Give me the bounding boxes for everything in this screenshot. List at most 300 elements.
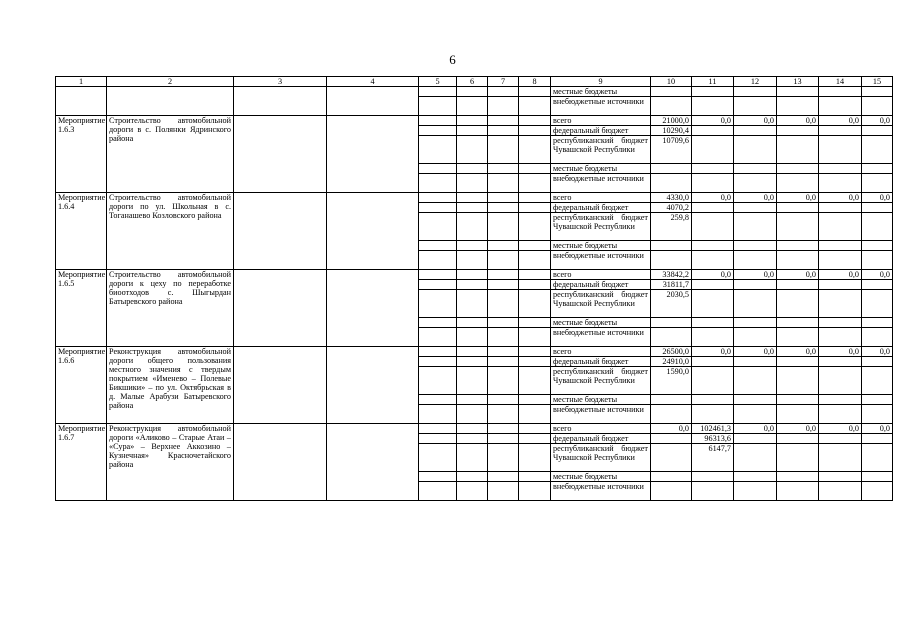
amount-cell [734,241,777,251]
empty-cell [519,126,551,136]
page-number: 6 [449,52,456,67]
table-row [56,193,893,203]
funding-source: местные бюджеты [551,87,651,97]
empty-cell [519,434,551,444]
column-number: 4 [327,77,419,87]
empty-cell [419,241,457,251]
amount-cell: 24910,0 [651,357,692,367]
empty-cell [457,116,488,126]
empty-cell [457,290,488,318]
table-row [56,424,893,434]
amount-cell [692,290,734,318]
funding-source: внебюджетные источники [551,174,651,193]
empty-cell [419,164,457,174]
empty-cell [488,290,519,318]
empty-cell [419,290,457,318]
funding-source: внебюджетные источники [551,482,651,501]
amount-cell [692,164,734,174]
amount-cell: 0,0 [692,270,734,280]
empty-cell [488,395,519,405]
amount-cell: 0,0 [777,424,819,434]
empty-cell [457,280,488,290]
amount-cell [734,482,777,501]
empty-cell [519,318,551,328]
empty-cell [419,357,457,367]
amount-cell: 0,0 [692,347,734,357]
empty-cell [519,136,551,164]
empty-cell [234,116,327,193]
amount-cell [777,482,819,501]
amount-cell [734,251,777,270]
funding-source: всего [551,270,651,280]
funding-source: местные бюджеты [551,241,651,251]
empty-cell [488,424,519,434]
funding-source: республиканский бюджет Чувашской Республики [551,290,651,318]
empty-cell [419,482,457,501]
empty-cell [419,444,457,472]
empty-cell [419,472,457,482]
event-id: Мероприятие 1.6.3 [56,116,107,193]
empty-cell [457,241,488,251]
amount-cell [692,213,734,241]
empty-cell [862,97,893,116]
amount-cell: 0,0 [777,116,819,126]
empty-cell [734,87,777,97]
amount-cell [862,280,893,290]
amount-cell [862,395,893,405]
empty-cell [457,193,488,203]
amount-cell: 0,0 [692,116,734,126]
empty-cell [651,97,692,116]
empty-cell [419,87,457,97]
column-number: 2 [107,77,234,87]
event-name: Строительство автомобильной дороги в с. Полянки Ядринского района [107,116,234,193]
empty-cell [488,251,519,270]
empty-cell [234,347,327,424]
funding-source: местные бюджеты [551,395,651,405]
amount-cell [862,290,893,318]
column-number: 12 [734,77,777,87]
table-row [56,87,893,97]
empty-cell [457,251,488,270]
amount-cell: 31811,7 [651,280,692,290]
empty-cell [488,444,519,472]
empty-cell [419,270,457,280]
empty-cell [488,97,519,116]
empty-cell [488,357,519,367]
event-id: Мероприятие 1.6.6 [56,347,107,424]
amount-cell [862,405,893,424]
amount-cell: 0,0 [862,347,893,357]
empty-cell [488,136,519,164]
amount-cell [777,174,819,193]
amount-cell: 21000,0 [651,116,692,126]
empty-cell [419,174,457,193]
amount-cell [692,472,734,482]
column-number: 7 [488,77,519,87]
empty-cell [419,424,457,434]
amount-cell [651,164,692,174]
empty-cell [457,97,488,116]
empty-cell [519,241,551,251]
empty-cell [457,270,488,280]
amount-cell: 0,0 [777,347,819,357]
amount-cell [734,357,777,367]
empty-cell [457,318,488,328]
amount-cell: 0,0 [819,193,862,203]
amount-cell [777,241,819,251]
amount-cell [692,405,734,424]
empty-cell [692,97,734,116]
amount-cell: 0,0 [777,193,819,203]
amount-cell [777,136,819,164]
amount-cell [862,174,893,193]
amount-cell [651,251,692,270]
empty-cell [488,328,519,347]
empty-cell [419,367,457,395]
amount-cell [734,318,777,328]
amount-cell [862,251,893,270]
funding-source: республиканский бюджет Чувашской Республики [551,444,651,472]
empty-cell [419,347,457,357]
funding-source: всего [551,193,651,203]
empty-cell [457,472,488,482]
amount-cell [734,164,777,174]
empty-cell [457,347,488,357]
empty-cell [519,213,551,241]
amount-cell [777,203,819,213]
empty-cell [519,290,551,318]
empty-cell [457,328,488,347]
amount-cell [819,434,862,444]
amount-cell: 0,0 [819,347,862,357]
amount-cell [862,444,893,472]
empty-cell [519,174,551,193]
empty-cell [234,87,327,116]
empty-cell [488,347,519,357]
amount-cell [692,136,734,164]
amount-cell: 0,0 [651,424,692,434]
empty-cell [519,347,551,357]
amount-cell [651,444,692,472]
empty-cell [327,270,419,347]
amount-cell [862,434,893,444]
column-number: 14 [819,77,862,87]
empty-cell [519,193,551,203]
amount-cell: 0,0 [734,193,777,203]
amount-cell [777,395,819,405]
table-row [56,270,893,280]
amount-cell: 0,0 [734,424,777,434]
empty-cell [488,126,519,136]
amount-cell [777,126,819,136]
empty-cell [488,203,519,213]
funding-source: внебюджетные источники [551,328,651,347]
column-number: 5 [419,77,457,87]
empty-cell [419,318,457,328]
empty-cell [519,87,551,97]
amount-cell [777,328,819,347]
amount-cell [777,213,819,241]
amount-cell [777,280,819,290]
event-name: Реконструкция автомобильной дороги общего пользования местного значения с твердым покрытием «Именево – Полевые Бикшики» – по ул. Октябрьская в д. Малые Арабузи Батыревского района [107,347,234,424]
funding-source: всего [551,116,651,126]
empty-cell [419,97,457,116]
empty-cell [419,116,457,126]
empty-cell [519,251,551,270]
column-number: 3 [234,77,327,87]
empty-cell [488,434,519,444]
amount-cell [819,280,862,290]
amount-cell [692,318,734,328]
amount-cell: 0,0 [692,193,734,203]
amount-cell: 0,0 [862,270,893,280]
empty-cell [519,444,551,472]
empty-cell [519,203,551,213]
amount-cell [734,136,777,164]
event-name: Реконструкция автомобильной дороги «Аликово – Старые Атаи – «Сура» – Верхнее Аккозино – Кузнечная» Красночетайского района [107,424,234,501]
amount-cell: 0,0 [819,424,862,434]
empty-cell [488,164,519,174]
amount-cell [819,241,862,251]
event-name: Строительство автомобильной дороги по ул. Школьная в с. Тоганашево Козловского района [107,193,234,270]
empty-cell [419,126,457,136]
empty-cell [651,87,692,97]
column-number: 13 [777,77,819,87]
table-row [56,116,893,126]
amount-cell: 0,0 [734,116,777,126]
amount-cell [777,251,819,270]
amount-cell [651,318,692,328]
amount-cell [651,328,692,347]
amount-cell: 6147,7 [692,444,734,472]
empty-cell [327,116,419,193]
amount-cell: 1590,0 [651,367,692,395]
amount-cell [862,126,893,136]
empty-cell [777,87,819,97]
table-row [56,347,893,357]
amount-cell [777,290,819,318]
amount-cell [862,136,893,164]
empty-cell [519,482,551,501]
funding-source: федеральный бюджет [551,280,651,290]
amount-cell [819,126,862,136]
amount-cell [862,213,893,241]
empty-cell [488,472,519,482]
amount-cell [777,164,819,174]
amount-cell [777,444,819,472]
funding-source: республиканский бюджет Чувашской Республики [551,367,651,395]
empty-cell [488,87,519,97]
amount-cell [819,203,862,213]
amount-cell: 0,0 [734,347,777,357]
empty-cell [519,395,551,405]
empty-cell [457,424,488,434]
funding-source: федеральный бюджет [551,203,651,213]
funding-source: внебюджетные источники [551,97,651,116]
amount-cell [734,434,777,444]
amount-cell [862,482,893,501]
amount-cell [819,357,862,367]
empty-cell [457,203,488,213]
empty-cell [519,270,551,280]
empty-cell [488,280,519,290]
empty-cell [519,472,551,482]
empty-cell [519,424,551,434]
amount-cell [862,203,893,213]
funding-source: внебюджетные источники [551,405,651,424]
amount-cell [651,395,692,405]
empty-cell [56,87,107,116]
amount-cell [819,405,862,424]
column-number: 10 [651,77,692,87]
amount-cell [819,395,862,405]
empty-cell [457,434,488,444]
amount-cell [819,251,862,270]
amount-cell [692,203,734,213]
amount-cell [777,367,819,395]
amount-cell [819,136,862,164]
funding-source: федеральный бюджет [551,434,651,444]
empty-cell [488,241,519,251]
empty-cell [234,424,327,501]
amount-cell [692,395,734,405]
empty-cell [457,164,488,174]
empty-cell [488,405,519,424]
amount-cell [819,290,862,318]
empty-cell [488,367,519,395]
amount-cell [862,472,893,482]
amount-cell [819,328,862,347]
amount-cell [777,472,819,482]
amount-cell [862,328,893,347]
amount-cell: 4070,2 [651,203,692,213]
empty-cell [519,164,551,174]
empty-cell [419,434,457,444]
amount-cell [692,482,734,501]
amount-cell [862,367,893,395]
empty-cell [419,328,457,347]
event-name: Строительство автомобильной дороги к цеху по переработке биоотходов с. Шыгырдан Батыревского района [107,270,234,347]
amount-cell [692,367,734,395]
amount-cell: 2030,5 [651,290,692,318]
empty-cell [419,136,457,164]
header-row [56,77,893,87]
empty-cell [488,213,519,241]
amount-cell: 259,8 [651,213,692,241]
funding-source: местные бюджеты [551,318,651,328]
empty-cell [457,482,488,501]
empty-cell [488,174,519,193]
funding-source: федеральный бюджет [551,357,651,367]
empty-cell [519,367,551,395]
empty-cell [327,87,419,116]
amount-cell [819,472,862,482]
empty-cell [777,97,819,116]
amount-cell [734,174,777,193]
amount-cell [734,367,777,395]
amount-cell [734,280,777,290]
amount-cell [734,405,777,424]
amount-cell: 0,0 [862,116,893,126]
funding-source: местные бюджеты [551,164,651,174]
amount-cell [651,472,692,482]
funding-source: республиканский бюджет Чувашской Республики [551,213,651,241]
amount-cell [862,318,893,328]
amount-cell [734,472,777,482]
empty-cell [419,213,457,241]
amount-cell [651,434,692,444]
amount-cell [651,482,692,501]
amount-cell [734,328,777,347]
amount-cell [692,357,734,367]
column-number: 9 [551,77,651,87]
empty-cell [519,357,551,367]
amount-cell [651,174,692,193]
empty-cell [862,87,893,97]
amount-cell [777,405,819,424]
column-number: 6 [457,77,488,87]
empty-cell [488,270,519,280]
empty-cell [488,318,519,328]
event-id: Мероприятие 1.6.4 [56,193,107,270]
empty-cell [457,136,488,164]
amount-cell: 4330,0 [651,193,692,203]
amount-cell [651,405,692,424]
amount-cell [862,357,893,367]
empty-cell [519,405,551,424]
empty-cell [457,367,488,395]
column-number: 15 [862,77,893,87]
empty-cell [457,213,488,241]
amount-cell [819,174,862,193]
empty-cell [457,405,488,424]
amount-cell [692,251,734,270]
empty-cell [519,97,551,116]
amount-cell [819,164,862,174]
empty-cell [327,347,419,424]
amount-cell [734,213,777,241]
empty-cell [457,174,488,193]
amount-cell: 0,0 [819,270,862,280]
amount-cell [819,318,862,328]
amount-cell [692,241,734,251]
funding-source: республиканский бюджет Чувашской Республики [551,136,651,164]
amount-cell [777,318,819,328]
amount-cell: 0,0 [862,424,893,434]
amount-cell [819,213,862,241]
amount-cell: 33842,2 [651,270,692,280]
amount-cell [734,126,777,136]
amount-cell [819,482,862,501]
amount-cell [692,126,734,136]
empty-cell [488,193,519,203]
amount-cell [734,203,777,213]
empty-cell [234,270,327,347]
empty-cell [419,193,457,203]
empty-cell [488,116,519,126]
funding-source: федеральный бюджет [551,126,651,136]
funding-source: всего [551,424,651,434]
column-number: 1 [56,77,107,87]
empty-cell [519,280,551,290]
column-number: 11 [692,77,734,87]
amount-cell [692,280,734,290]
amount-cell: 10290,4 [651,126,692,136]
funding-source: местные бюджеты [551,472,651,482]
funding-source: всего [551,347,651,357]
amount-cell [734,395,777,405]
